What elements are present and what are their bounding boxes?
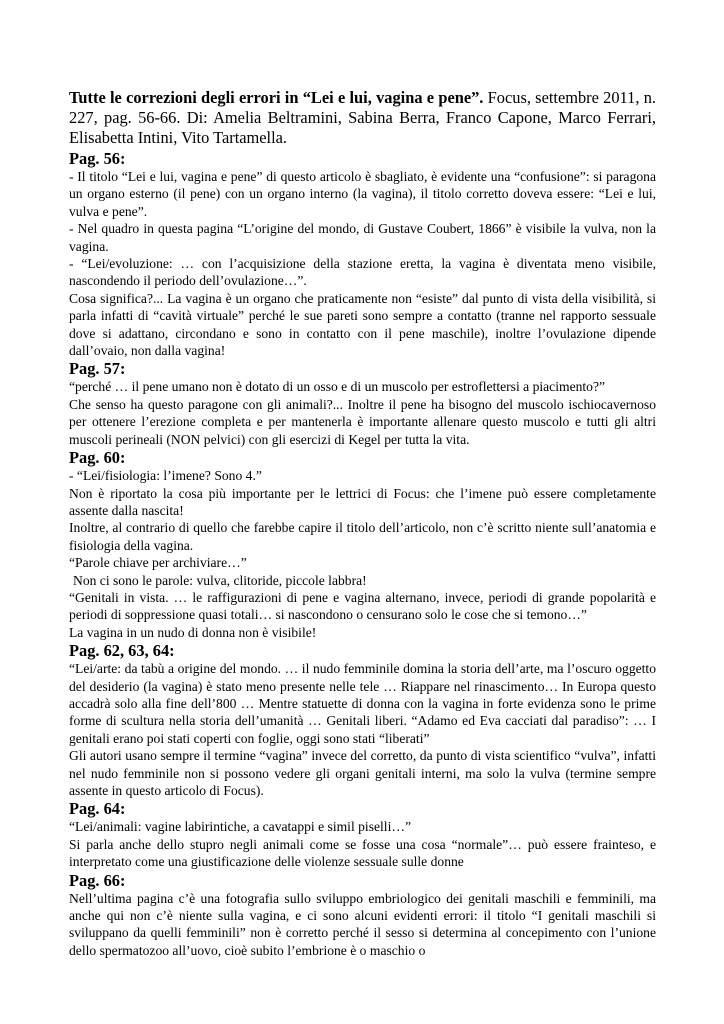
title-bold: Tutte le correzioni degli errori in “Lei e lui, vagina e pene”. xyxy=(69,88,484,107)
paragraph: “Parole chiave per archiviare…” xyxy=(69,555,247,571)
section-heading: Pag. 62, 63, 64: xyxy=(69,641,175,661)
paragraph: - “Lei/evoluzione: … con l’acquisizione della stazione eretta, la vagina è diventata meno visibile, nascondendo il periodo dell’ovulazione…”. xyxy=(69,256,656,289)
paragraph: Non è riportato la cosa più importante per le lettrici di Focus: che l’imene può essere completamente assente dalla nascita! xyxy=(69,485,656,518)
paragraph: “Genitali in vista. … le raffigurazioni di pene e vagina alternano, invece, periodi di grande popolarità e periodi di soppressione quasi totali… si nascondono o censurano solo le cose che si temono…” xyxy=(69,589,656,623)
section-heading: Pag. 64: xyxy=(69,799,126,819)
paragraph: Che senso ha questo paragone con gli animali?... Inoltre il pene ha bisogno del muscolo ischiocavernoso per ottenere l’erezione completa e per mantenerla è importante allenare questo muscolo e tutti gli altri muscoli perineali (NON pelvici) con gli esercizi di Kegel per tutta la vita. xyxy=(69,396,656,447)
paragraph: Si parla anche dello stupro negli animali come se fosse una cosa “normale”… può essere frainteso, e interpretato come una giustificazione delle violenze sessuale sulle donne xyxy=(69,836,656,870)
section-heading: Pag. 66: xyxy=(69,870,126,890)
paragraph: Gli autori usano sempre il termine “vagina” invece del corretto, da punto di vista scientifico “vulva”, infatti nel nudo femminile non si possono vedere gli organi genitali interni, ma solo la vulva (termine sempre assente in questo articolo di Focus). xyxy=(69,748,656,798)
document-body xyxy=(69,88,656,959)
paragraph: Inoltre, al contrario di quello che farebbe capire il titolo dell’articolo, non c’è scritto niente sull’anatomia e fisiologia della vagina. xyxy=(69,520,656,553)
paragraph: “Lei/animali: vagine labirintiche, a cavatappi e simil piselli…” xyxy=(69,819,411,835)
paragraph: La vagina in un nudo di donna non è visibile! xyxy=(69,624,317,640)
paragraph: - Nel quadro in questa pagina “L’origine del mondo, di Gustave Coubert, 1866” è visibile la vulva, non la vagina. xyxy=(69,221,656,254)
paragraph: - Il titolo “Lei e lui, vagina e pene” di questo articolo è sbagliato, è evidente una “confusione”: si paragona un organo esterno (il pene) con un organo interno (la vagina), il titolo corretto doveva essere: “Lei e lui, vulva e pene”. xyxy=(69,169,656,219)
paragraph: - “Lei/fisiologia: l’imene? Sono 4.” xyxy=(69,468,262,484)
section-heading: Pag. 56: xyxy=(69,149,126,168)
section-heading: Pag. 57: xyxy=(69,359,126,379)
paragraph: “Lei/arte: da tabù a origine del mondo. … il nudo femminile domina la storia dell’arte, ma l’oscuro oggetto del desiderio (la vagina) è stato meno presente nelle tele … Riappare nel rinascimento… In Europa questo accadrà solo alla fine dell’800 … Mentre statuette di donna con la vagina in forte evidenza sono le prime forme di scultura nella storia dell’umanità … Genitali liberi. “Adamo ed Eva cacciati dal paradiso”: … I genitali erano poi stati coperti con foglie, oggi sono stati “liberati” xyxy=(69,661,656,746)
paragraph: Non ci sono le parole: vulva, clitoride, piccole labbra! xyxy=(73,572,367,588)
paragraph: “perché … il pene umano non è dotato di un osso e di un muscolo per estroflettersi a piacimento?” xyxy=(69,379,606,395)
paragraph: Nell’ultima pagina c’è una fotografia sullo sviluppo embriologico dei genitali maschili e femminili, ma anche qui non c’è niente sulla vagina, e ci sono alcuni evidenti errori: il titolo “I genitali maschili si sviluppano da quelli femminili” non è corretto perché il sesso si determina al concepimento con l’unione dello spermatozoo all’uovo, cioè subito l’embrione è o maschio o xyxy=(69,890,656,958)
title-citation: Focus, settembre 2011, n. 227, pag. 56-66. Di: Amelia Beltramini, Sabina Berra, Franco Capone, Marco Ferrari, Elisabetta Intini, Vito Tartamella. xyxy=(69,88,656,147)
paragraph: Cosa significa?... La vagina è un organo che praticamente non “esiste” dal punto di vista della visibilità, si parla infatti di “cavità virtuale” perché le sue pareti sono sempre a contatto (tranne nel rapporto sessuale dove si adattano, circondano e sono in contatto con il pene maschile), inoltre l’ovulazione dipende dall’ovaio, non dalla vagina! xyxy=(69,290,656,359)
document-title xyxy=(69,88,656,148)
section-heading: Pag. 60: xyxy=(69,448,126,468)
